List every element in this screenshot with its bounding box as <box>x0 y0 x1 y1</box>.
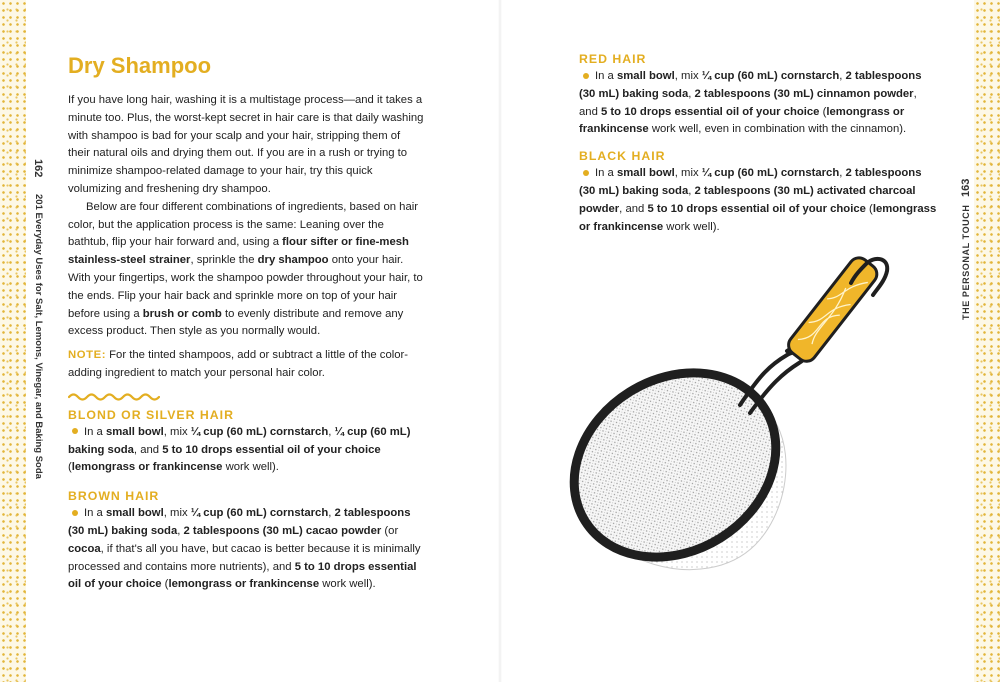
right-page-content <box>579 50 937 236</box>
recipe-red-hair: In a small bowl, mix ¼ cup (60 mL) cornstarch, 2 tablespoons (30 mL) baking soda, 2 tablespoons (30 mL) cinnamon powder, and 5 to 10 drops essential oil of your choice (lemongrass or frankincense work well, even in combination with the cinnamon). <box>579 70 922 136</box>
bullet-dot-icon <box>583 170 589 176</box>
intro-paragraph-2: Below are four different combinations of ingredients, based on hair color, but the application process is the same: Leaning over the bathtub, flip your hair forward and, using a flour sifter or fine-mesh stainless-steel strainer, sprinkle the dry shampoo onto your hair. With your fingertips, work the shampoo powder throughout your hair, to the ends. Flip your hair back and sprinkle more on top of your hair before using a brush or comb to evenly distribute and remove any excess product. Then style as you normally would. <box>68 200 423 338</box>
bullet-dot-icon <box>72 510 78 516</box>
bullet-dot-icon <box>72 428 78 434</box>
recipe-blond-hair: In a small bowl, mix ¼ cup (60 mL) cornstarch, ¼ cup (60 mL) baking soda, and 5 to 10 drops essential oil of your choice (lemongrass or frankincense work well). <box>68 425 411 474</box>
heading-brown-hair: BROWN HAIR <box>68 489 160 504</box>
left-page-number: 162 <box>32 159 44 178</box>
heading-blond-hair: BLOND OR SILVER HAIR <box>68 407 234 422</box>
left-page-content <box>68 52 424 594</box>
left-running-title: 201 Everyday Uses for Salt, Lemons, Vinegar, and Baking Soda <box>33 194 44 479</box>
dotted-border-right <box>974 0 1000 682</box>
right-running-title: THE PERSONAL TOUCH <box>961 204 971 320</box>
right-page-number: 163 <box>960 178 972 197</box>
bullet-dot-icon <box>583 73 589 79</box>
recipe-brown-hair: In a small bowl, mix ¼ cup (60 mL) cornstarch, 2 tablespoons (30 mL) baking soda, 2 tablespoons (30 mL) cacao powder (or cocoa, if that's all you have, but cacao is better because it is minimally processed and contains more nutrients), and 5 to 10 drops essential oil of your choice (lemongrass or frankincense work well). <box>68 507 421 591</box>
recipe-black-hair: In a small bowl, mix ¼ cup (60 mL) cornstarch, 2 tablespoons (30 mL) baking soda, 2 tablespoons (30 mL) activated charcoal powder, and 5 to 10 drops essential oil of your choice (lemongrass or frankincense work well). <box>579 167 937 233</box>
squiggle-divider-icon <box>68 392 160 402</box>
mesh-strainer-illustration <box>555 245 915 595</box>
book-gutter <box>498 0 502 682</box>
dotted-border-left <box>0 0 26 682</box>
note-paragraph: NOTE: For the tinted shampoos, add or subtract a little of the color-adding ingredient to match your personal hair color. <box>68 349 409 379</box>
page-title: Dry Shampoo <box>68 53 212 78</box>
intro-paragraph-1: If you have long hair, washing it is a multistage process—and it takes a minute too. Plus, the worst-kept secret in hair care is that daily washing with shampoo is bad for your scalp and your hair, stripping them of their natural oils and drying them out. If you are in a rush or trying to minimize shampoo-related damage to your hair, try this quick volumizing and freshening dry shampoo. <box>68 94 424 195</box>
note-label: NOTE: <box>68 349 107 362</box>
heading-red-hair: RED HAIR <box>579 52 647 66</box>
right-running-head <box>958 160 974 320</box>
heading-black-hair: BLACK HAIR <box>579 149 666 164</box>
left-running-head <box>28 159 44 479</box>
